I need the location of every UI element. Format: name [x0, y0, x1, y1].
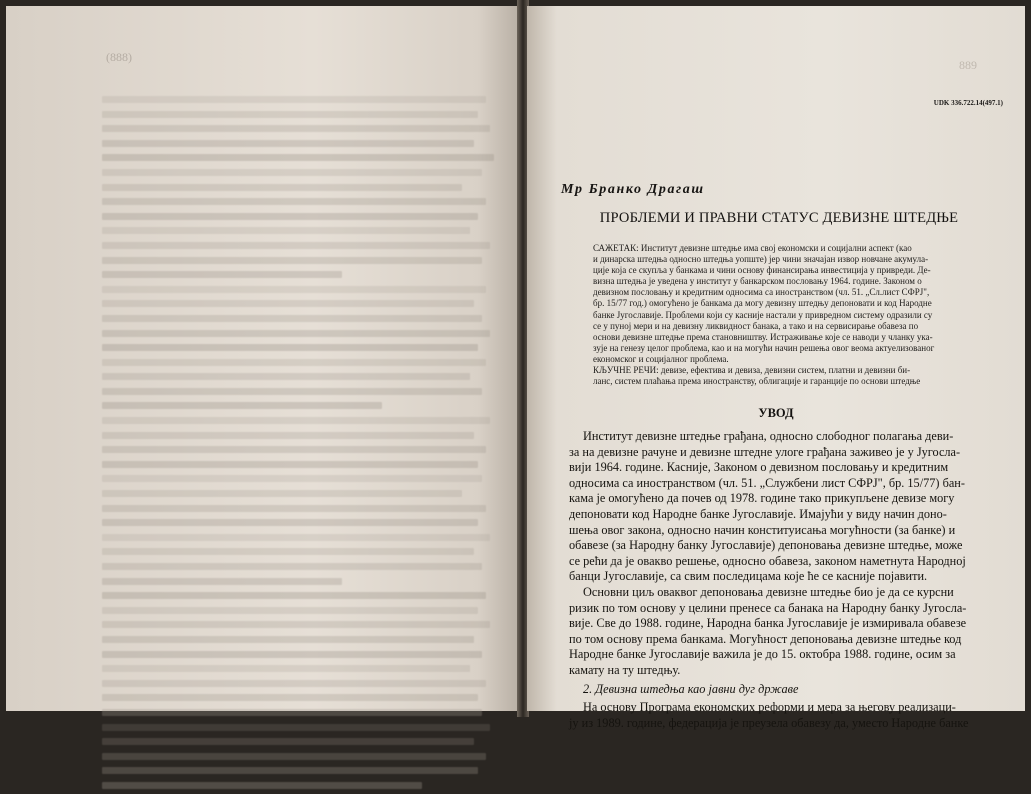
show-through-line — [102, 603, 502, 618]
body-line: се рећи да је овакво решење, односно обавеза, законом наметнута Народној — [569, 553, 966, 568]
show-through-line — [102, 180, 502, 195]
abstract-line: и динарска штедња односно штедња уопште) јер чини значајан извор новчане акумула- — [593, 254, 929, 265]
abstract-line: ције која се скупља у банкама и чини основу финансирања инвестиција у привреди. Де- — [593, 265, 931, 276]
keywords — [593, 365, 995, 387]
body-line: вији 1964. године. Касније, Законом о девизном пословању и кредитним — [569, 460, 949, 475]
show-through-line — [102, 676, 502, 691]
section-heading: УВОД — [758, 406, 794, 420]
show-through-line — [102, 734, 502, 749]
show-through-line — [102, 778, 502, 793]
body-line: кама је омогућено да почев од 1978. године тако прикупљене девизе могу — [569, 491, 955, 506]
show-through-line — [102, 457, 502, 472]
abstract-line: девизном пословању и кредитним односима са иностранством (чл. 51. „Сл.лист СФРЈ", — [593, 287, 930, 298]
abstract-line: САЖЕТАК: Институт девизне штедње има свој економски и социјални аспект (као — [593, 243, 912, 253]
show-through-line — [102, 311, 502, 326]
show-through-line — [102, 515, 502, 530]
show-through-line — [102, 544, 502, 559]
body-line: по том основу према банкама. Могућност депоновања девизне штедње код — [569, 631, 962, 646]
abstract-line: визна штедња је уведена у институт у банкарском пословању 1964. године. Законом о — [593, 276, 922, 287]
show-through-line — [102, 398, 502, 413]
show-through-line — [102, 617, 502, 632]
body-text — [569, 429, 989, 731]
abstract-line: основи девизне штедње према становништву. Истраживање које се наводи у чланку ука- — [593, 331, 933, 342]
body-line: ју из 1989. године, федерација је преузела обавезу да, уместо Народне банке — [569, 715, 969, 730]
show-through-line — [102, 574, 502, 589]
body-line: Основни циљ оваквог депоновања девизне штедње био је да се курсни — [583, 584, 954, 599]
abstract-line: банке Југославије. Проблеми који су касније настали у привредном систему одразили су — [593, 309, 933, 320]
body-line: шења овог закона, односно начин конституисања могућности (за банке) и — [569, 522, 956, 537]
right-page — [527, 6, 1025, 730]
abstract — [593, 243, 995, 387]
abstract-line: економског и социјалног проблема. — [593, 353, 729, 364]
show-through-text — [102, 92, 502, 793]
abstract-line: се у пуној мери и на девизну ликвидност банака, а тако и на сервисирање обавеза по — [593, 320, 919, 331]
show-through-line — [102, 720, 502, 735]
left-page-number-ghost: (888) — [106, 50, 132, 64]
show-through-line — [102, 121, 502, 136]
show-through-line — [102, 296, 502, 311]
show-through-line — [102, 632, 502, 647]
show-through-line — [102, 749, 502, 764]
body-line: обавезе (за Народну банку Југославије) депоновања девизне штедње, може — [569, 538, 963, 553]
show-through-line — [102, 136, 502, 151]
show-through-line — [102, 355, 502, 370]
show-through-line — [102, 150, 502, 165]
show-through-line — [102, 384, 502, 399]
right-page-number-ghost: 889 — [959, 58, 977, 72]
show-through-line — [102, 369, 502, 384]
body-line: Народне банке Југославије важила је до 15. октобра 1988. године, осим за — [569, 647, 956, 662]
show-through-line — [102, 413, 502, 428]
abstract-line: бр. 15/77 год.) омогућено је банкама да могу девизну штедњу депоновати и код Народне — [593, 298, 932, 309]
show-through-line — [102, 471, 502, 486]
show-through-line — [102, 107, 502, 122]
show-through-line — [102, 559, 502, 574]
author-name: Мр Бранко Драгаш — [561, 182, 705, 197]
show-through-line — [102, 705, 502, 720]
article-title: ПРОБЛЕМИ И ПРАВНИ СТАТУС ДЕВИЗНЕ ШТЕДЊЕ — [599, 210, 959, 226]
udk-code: UDK 336.722.14(497.1) — [933, 99, 1003, 107]
keywords-line: КЉУЧНЕ РЕЧИ: девизе, ефектива и девиза, девизни систем, платни и девизни би- — [593, 365, 911, 376]
show-through-line — [102, 340, 502, 355]
show-through-line — [102, 442, 502, 457]
body-line: камату на ту штедњу. — [569, 662, 681, 677]
body-line: Институт девизне штедње грађана, односно слободног полагања деви- — [583, 429, 954, 443]
show-through-line — [102, 690, 502, 705]
show-through-line — [102, 194, 502, 209]
show-through-line — [102, 282, 502, 297]
show-through-line — [102, 267, 502, 282]
show-through-line — [102, 326, 502, 341]
body-line: за на девизне рачуне и девизне штедне улоге грађана заживео је у Југосла- — [569, 444, 961, 459]
show-through-line — [102, 238, 502, 253]
left-page — [6, 6, 519, 711]
show-through-line — [102, 763, 502, 778]
keywords-line: ланс, систем плаћања према иностранству, облигације и гаранције по основи штедње — [593, 376, 921, 387]
show-through-line — [102, 92, 502, 107]
body-line: ризик по том основу у целини пренесе са банака на Народну банку Југосла- — [569, 600, 967, 615]
body-line: вије. Све до 1988. године, Народна банка Југославије је измиривала обавезе — [569, 616, 967, 631]
show-through-line — [102, 223, 502, 238]
body-line: На основу Програма економских реформи и мера за његову реализаци- — [583, 700, 956, 715]
show-through-line — [102, 501, 502, 516]
body-line: депоновати код Народне банке Југославије. Имајући у виду начин доно- — [569, 506, 947, 521]
show-through-line — [102, 165, 502, 180]
show-through-line — [102, 530, 502, 545]
show-through-line — [102, 209, 502, 224]
body-line: банци Југославије, са свим последицама које ће се касније појавити. — [569, 569, 928, 584]
show-through-line — [102, 647, 502, 662]
show-through-line — [102, 428, 502, 443]
subheading: 2. Девизна штедња као јавни дуг државе — [583, 681, 799, 696]
show-through-line — [102, 588, 502, 603]
show-through-line — [102, 661, 502, 676]
body-line: односима са иностранством (чл. 51. „Службени лист СФРЈ", бр. 15/77) бан- — [569, 475, 965, 490]
show-through-line — [102, 486, 502, 501]
show-through-line — [102, 253, 502, 268]
abstract-line: зује на генезу целог проблема, као и на могући начин решења овог веома актуелизованог — [593, 342, 935, 353]
